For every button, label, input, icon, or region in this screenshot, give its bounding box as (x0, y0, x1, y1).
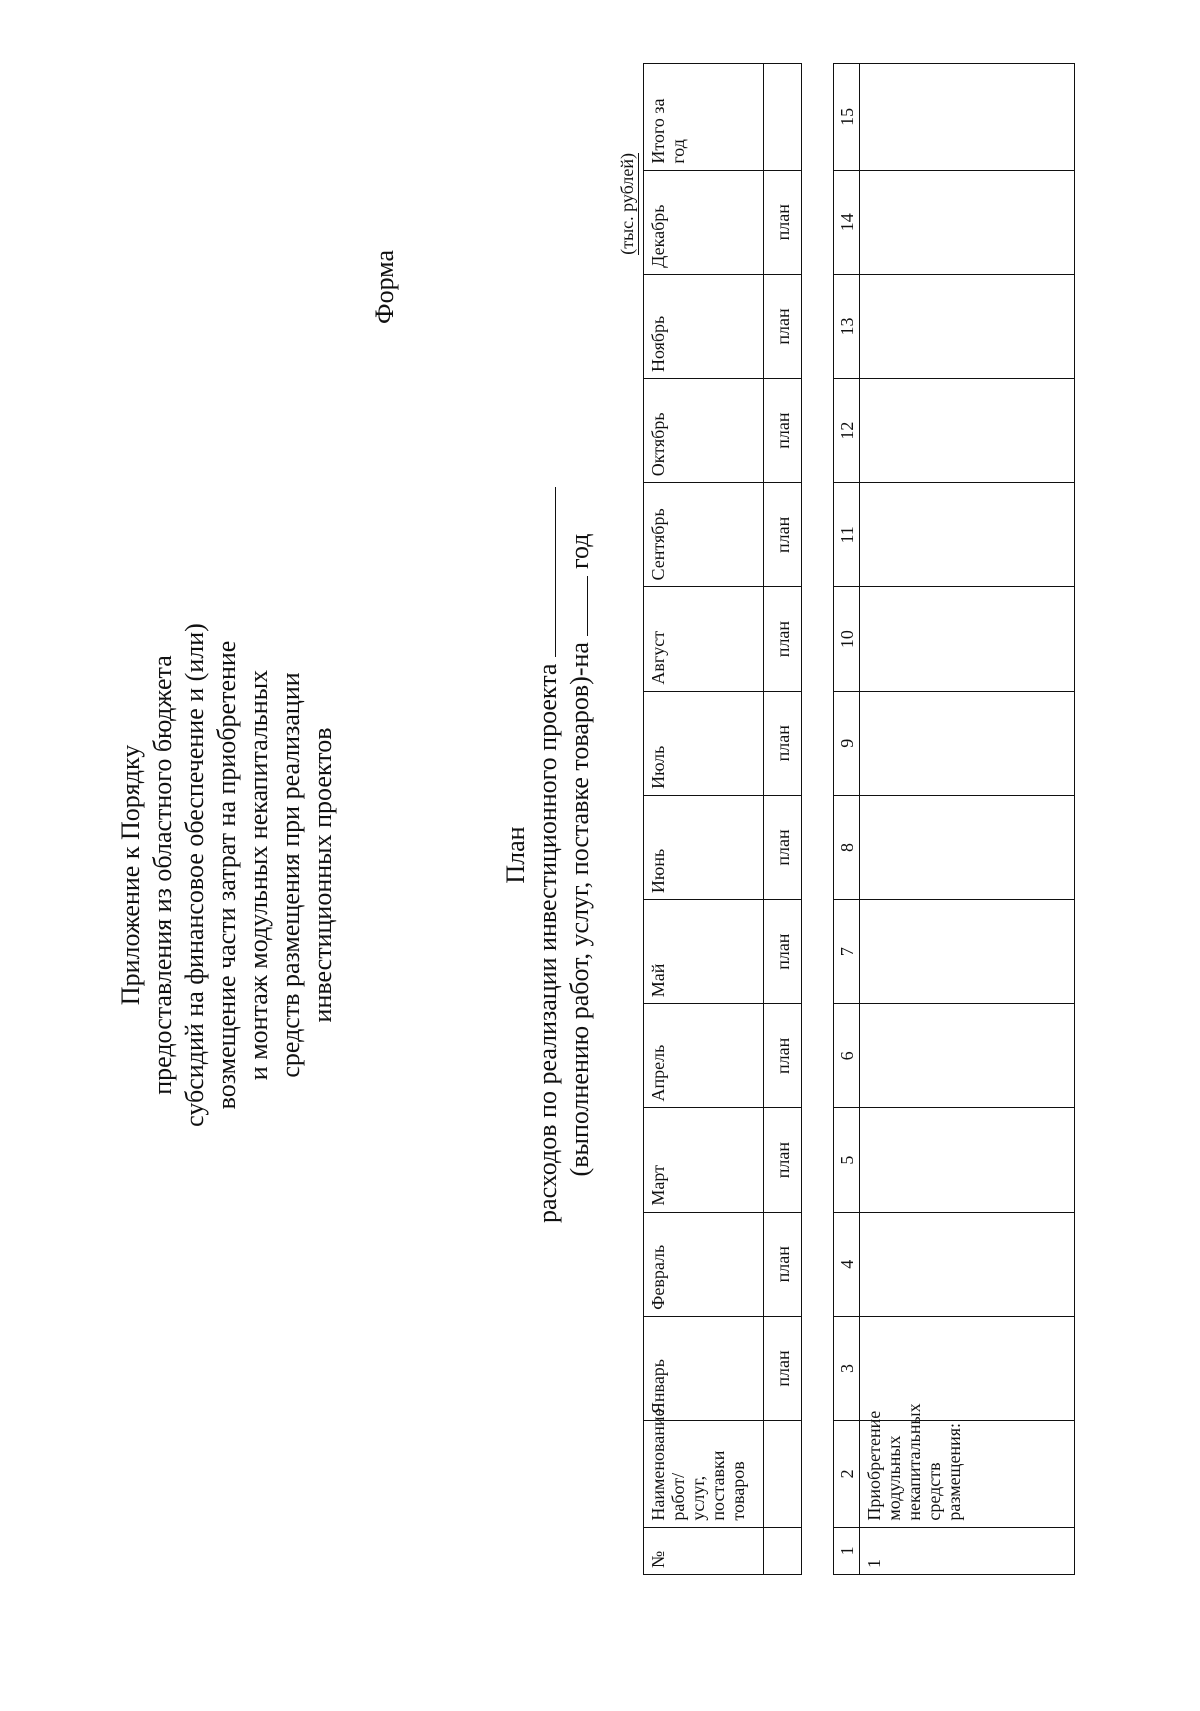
column-number: 9 (834, 691, 860, 795)
rotated-document (45, 35, 1155, 1675)
header-month: Март (644, 1108, 764, 1212)
table-cell (860, 379, 1075, 483)
table-cell (860, 170, 1075, 274)
appendix-line: предоставления из областного бюджета (148, 655, 177, 1095)
subheader-empty (764, 1421, 802, 1528)
column-number: 2 (834, 1421, 860, 1528)
column-number: 7 (834, 900, 860, 1004)
column-number: 12 (834, 379, 860, 483)
header-month: Февраль (644, 1212, 764, 1316)
appendix-line: субсидий на финансовое обеспечение и (или) (180, 623, 209, 1127)
column-number: 15 (834, 64, 860, 171)
subheader-plan: план (764, 483, 802, 587)
table-cell (860, 483, 1075, 587)
column-number: 6 (834, 1004, 860, 1108)
header-month: Июль (644, 691, 764, 795)
form-label: Форма (370, 250, 399, 324)
table-cell (860, 64, 1075, 171)
table-cell (860, 1108, 1075, 1212)
plan-line-2-text: (выполнению работ, услуг, поставке товаров)-на (565, 642, 594, 1177)
subheader-plan: план (764, 795, 802, 899)
plan-body-table (833, 63, 1075, 1575)
header-row (644, 64, 764, 1575)
subheader-plan: план (764, 274, 802, 378)
subheader-plan: план (764, 900, 802, 1004)
header-month: Сентябрь (644, 483, 764, 587)
project-name-blank (533, 487, 556, 657)
table-cell (860, 1004, 1075, 1108)
appendix-line: и монтаж модульных некапитальных (244, 669, 273, 1081)
table-cell (860, 274, 1075, 378)
subheader-plan: план (764, 691, 802, 795)
header-month: Ноябрь (644, 274, 764, 378)
header-month: Декабрь (644, 170, 764, 274)
table-row (860, 64, 1075, 1575)
year-label: год (565, 533, 594, 570)
subheader-plan: план (764, 587, 802, 691)
column-number: 3 (834, 1316, 860, 1420)
column-number: 11 (834, 483, 860, 587)
table-cell (860, 1212, 1075, 1316)
table-cell (860, 691, 1075, 795)
subheader-plan: план (764, 1108, 802, 1212)
table-cell (860, 795, 1075, 899)
column-number: 10 (834, 587, 860, 691)
subheader-empty (764, 64, 802, 171)
appendix-header (115, 375, 339, 1375)
column-number: 4 (834, 1212, 860, 1316)
plan-header-table (643, 63, 802, 1575)
appendix-title: Приложение к Порядку (116, 744, 145, 1006)
column-number: 1 (834, 1527, 860, 1574)
header-number: № (644, 1527, 764, 1574)
header-month: Август (644, 587, 764, 691)
header-month: Июнь (644, 795, 764, 899)
header-month: Май (644, 900, 764, 1004)
appendix-line: возмещение части затрат на приобретение (212, 640, 241, 1110)
column-number: 8 (834, 795, 860, 899)
header-total: Итого за год (644, 64, 764, 171)
table-cell (860, 900, 1075, 1004)
appendix-line: инвестиционных проектов (308, 727, 337, 1023)
header-month: Апрель (644, 1004, 764, 1108)
column-number: 14 (834, 170, 860, 274)
appendix-line: средств размещения при реализации (276, 672, 305, 1078)
plan-line-1 (532, 35, 564, 1675)
table-cell (860, 587, 1075, 691)
column-number-row (834, 64, 860, 1575)
subheader-plan: план (764, 1212, 802, 1316)
subheader-empty (764, 1527, 802, 1574)
plan-line-2 (564, 35, 596, 1675)
header-name: Наименование работ/ услуг, поставки товаров (644, 1421, 764, 1528)
year-blank (565, 576, 588, 636)
header-month: Январь (644, 1316, 764, 1420)
table-cell (860, 1316, 1075, 1420)
plan-line-1-text: расходов по реализации инвестиционного проекта (533, 663, 562, 1223)
row-item-name: Приобретение модульных некапитальных средств размещения: (860, 1421, 1075, 1528)
plan-title: План (501, 826, 530, 884)
subheader-plan: план (764, 170, 802, 274)
row-number: 1 (860, 1527, 1075, 1574)
subheader-plan: план (764, 1316, 802, 1420)
subheader-plan: план (764, 1004, 802, 1108)
column-number: 13 (834, 274, 860, 378)
header-month: Октябрь (644, 379, 764, 483)
subheader-plan: план (764, 379, 802, 483)
column-number: 5 (834, 1108, 860, 1212)
subheader-row (764, 64, 802, 1575)
units-label: (тыс. рублей) (617, 153, 637, 255)
